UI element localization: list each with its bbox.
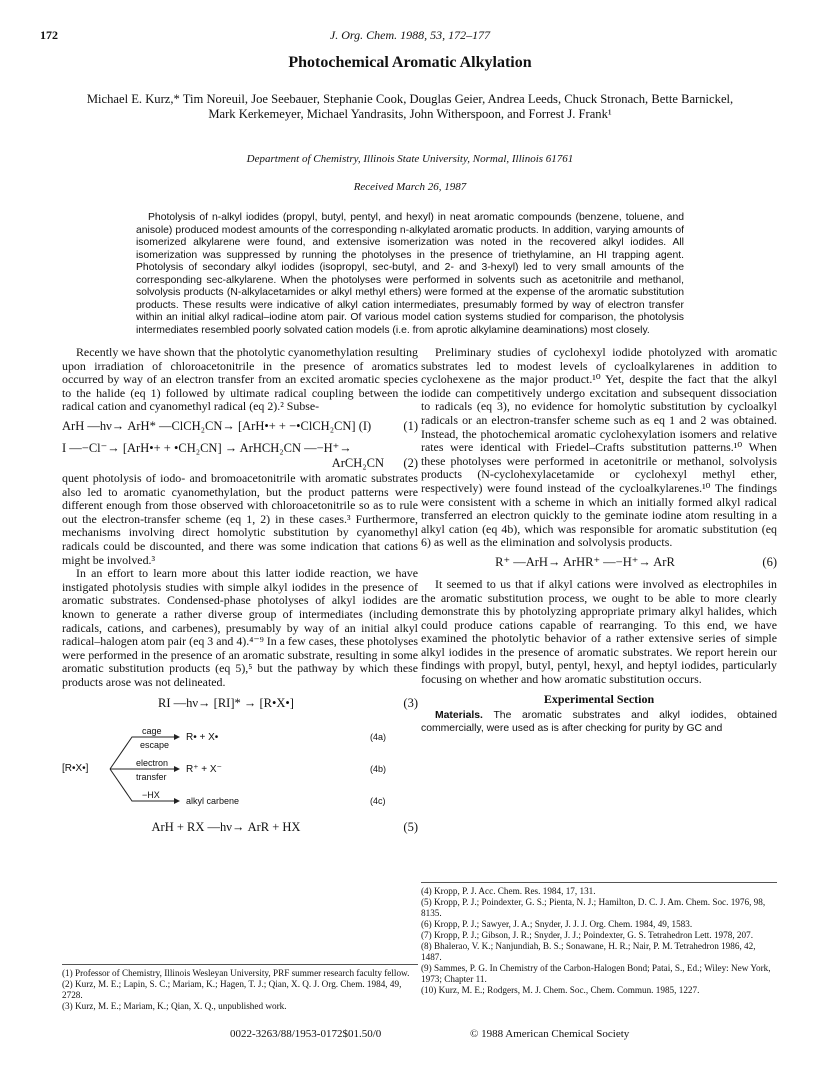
equation-2-product: ArCH₂CN [331,455,384,470]
equation-5-number: (5) [403,820,418,835]
equation-3 [62,697,418,719]
scheme-4b-label-top: electron [136,758,169,769]
scheme-4a-label-bottom: escape [140,740,170,751]
footnote: (8) Bhalerao, V. K.; Nanjundiah, B. S.; Sonawane, H. R.; Nair, P. M. Tetrahedron 1986, 42, 1487. [421,941,756,962]
section-heading: Experimental Section [543,691,655,706]
body-paragraph: Preliminary studies of cyclohexyl iodide photolyzed with aromatic substrates led to modest levels of cycloalkylarenes in addition to cyclohexene as the major product.¹⁰ Yet, despite the fact that the alkyl iodide can competitively undergo excitation and subsequent dissociation to radicals (eq 3), no evidence for homolytic substitution by cycloalkyl radicals or an electron-transfer scheme such as eq 1 and 2 was obtained. Instead, the photochemical aromatic cyclohexylation isomers and relative rates were identical with Friedel–Crafts substitution patterns.¹⁰ When these photolyses were performed in acetonitrile or methanol, solvolysis products (N-cyclohexylacetamide or cyclohexyl methyl ether, respectively) were found instead of the cycloalkylarenes.¹⁰ The findings were consistent with a scheme in which an initially formed alkyl radical transferred an electron quickly to the geminate iodine atom resulting in a alkyl cation (eq 4b), which was responsible for aromatic substitution (eq 6) as well as the elimination and solvolysis products. [421,345,777,550]
scheme-radical-pair: [R•X•] [62,763,89,775]
footnote: (10) Kurz, M. E.; Rodgers, M. J. Chem. Soc., Chem. Commun. 1985, 1227. [421,985,700,995]
scheme-4a-number: (4a) [370,732,387,743]
scheme-4c-product: alkyl carbene [186,796,240,807]
scheme-4b-label-bottom: transfer [136,772,167,783]
equation-6-text: R⁺ —ArH→ ArHR⁺ —−H⁺→ ArR [495,554,675,569]
scheme-4a-product: R• + X• [186,732,219,744]
footnote: (1) Professor of Chemistry, Illinois Wesleyan University, PRF summer research faculty fellow. [62,968,410,978]
equation-5-text: ArH + RX —hν→ ArR + HX [151,820,301,835]
scheme-4 [62,723,418,815]
footnote: (4) Kropp, P. J. Acc. Chem. Res. 1984, 17, 131. [421,886,596,896]
equation-1-number: (1) [403,418,418,433]
scheme-4b-product: R⁺ + X⁻ [186,764,222,776]
scheme-4-arrows [62,723,418,815]
footnote: (6) Kropp, P. J.; Sawyer, J. A.; Snyder, J. J. J. Org. Chem. 1984, 49, 1583. [421,919,693,929]
equation-1-text: ArH —hν→ ArH* —ClCH₂CN→ [ArH•+ + −•ClCH₂CN] (I) [62,418,372,433]
body-paragraph: In an effort to learn more about this latter iodide reaction, we have instigated photolysis studies with simple alkyl iodides in the presence of aromatic substrates. Condensed-phase photolyses of alkyl iodides are known to generate a rather diverse group of intermediates (including radicals, cations, and carbenes), presumably by way of an initial alkyl radical–halogen atom pair (eq 3 and 4).⁴⁻⁹ In a few cases, these photolyses were performed in the presence of an aromatic substrate, resulting in some aromatic substitution products (eq 5),⁵ but the pathway by which these products arose was not delineated. [62,566,418,689]
equation-2 [62,442,418,472]
equation-3-text: RI —hν→ [RI]* → [R•X•] [158,696,294,711]
scheme-4c-number: (4c) [370,796,386,807]
equation-2-text: I —−Cl⁻→ [ArH•+ + •CH₂CN] → ArHCH₂CN —−H⁺→ [62,440,352,455]
received-date: Received March 26, 1987 [353,181,467,193]
abstract: Photolysis of n-alkyl iodides (propyl, butyl, pentyl, and hexyl) in neat aromatic compounds (benzene, toluene, and anisole) produced modest amounts of the corresponding n-alkylated aromatic products. In addition, varying amounts of isomerized alkylarene were found, and extensive isomerization was noted in the recovered alkyl iodides. All isomerization was suppressed by running the photolyses in the presence of triethylamine, an HI trapping agent. Photolysis of secondary alkyl iodides (isopropyl, sec-butyl, and 2- and 3-hexyl) led to very small amounts of the corresponding sec-alkylarene. When the photolyses were performed in solvents such as acetonitrile and methanol, solvolysis products (N-alkylacetamides or alkyl methyl ethers) were formed at the expense of the aromatic substitution products. These results were indicative of alkyl cation intermediates, presumably formed by way of electron transfer within an initial alkyl radical–iodine atom pair. Of various model cation systems studied for comparison, the photolysis intermediates resembled poorly solvated cation models (i.e. from aprotic alkylamine deaminations) most closely. [136,212,684,336]
materials-heading: Materials. [435,710,483,722]
footnote: (9) Sammes, P. G. In Chemistry of the Carbon-Halogen Bond; Patai, S., Ed.; Wiley: New York, 1973; Chapter 11. [421,963,771,984]
body-paragraph: Recently we have shown that the photolytic cyanomethylation resulting upon irradiation of chloroacetonitrile in the presence of aromatics occurred by way of an electron transfer from an excited aromatic species to the halide (eq 1) followed by ultimate radical coupling between the radical cation and cyanomethyl radical (eq 2).² Subse- [62,345,418,414]
footnote: (7) Kropp, P. J.; Gibson, J. R.; Snyder, J. J.; Poindexter, G. S. Tetrahedron Lett. 1978, 207. [421,930,753,940]
footnotes-left [62,964,418,1012]
materials-text: The aromatic substrates and alkyl iodides, obtained commercially, were used as is after checking for purity by GC and [421,710,778,734]
equation-2-number: (2) [403,455,418,470]
running-header [40,28,780,44]
article-title: Photochemical Aromatic Alkylation [288,54,532,71]
article-code: 0022-3263/88/1953-0172$01.50/0 [230,1028,382,1040]
scheme-4b-number: (4b) [370,764,387,775]
body-paragraph: quent photolysis of iodo- and bromoacetonitrile with aromatic substrates also led to aromatic cyanomethylation, but the product patterns were different enough from those observed with chloroacetonitrile so as to rule out the electron-transfer scheme (eq 1, 2) in these cases.³ Furthermore, mechanisms involving direct homolytic substitution by cyanomethyl radicals could be discounted, and there was some indication that cations might be involved.³ [62,470,418,567]
equation-6 [421,556,777,578]
footnotes-right [421,882,777,996]
equation-1 [62,420,418,442]
footnote: (3) Kurz, M. E.; Mariam, K.; Qian, X. Q., unpublished work. [62,1001,287,1011]
journal-citation: J. Org. Chem. 1988, 53, 172–177 [329,28,491,42]
footnote: (2) Kurz, M. E.; Lapin, S. C.; Mariam, K.; Hagen, T. J.; Qian, X. Q. J. Org. Chem. 1984, 49, 2728. [62,979,402,1000]
author-list: Michael E. Kurz,* Tim Noreuil, Joe Seebauer, Stephanie Cook, Douglas Geier, Andrea Leeds, Chuck Stronach, Bette Barnickel, Mark Kerkemeyer, Michael Yandrasits, John Witherspoon, and Forrest J. Frank¹ [86,92,734,121]
right-column [421,346,777,735]
equation-5 [62,821,418,843]
affiliation: Department of Chemistry, Illinois State University, Normal, Illinois 61761 [246,153,574,165]
page-number: 172 [40,28,58,42]
footnote: (5) Kropp, P. J.; Poindexter, G. S.; Pienta, N. J.; Hamilton, D. C. J. Am. Chem. Soc. 1976, 98, 8135. [421,897,766,918]
copyright: © 1988 American Chemical Society [470,1028,630,1040]
equation-3-number: (3) [403,696,418,711]
materials-paragraph [421,710,777,735]
body-paragraph: It seemed to us that if alkyl cations were involved as electrophiles in the aromatic substitution process, we ought to be able to more clearly demonstrate this by photolyzing appropriate primary alkyl halides, which could produce cations capable of rearranging. To this end, we have examined the photolytic behavior of a rather extensive series of simple alkyl iodides in the presence of aromatic substrates. We report herein our findings with propyl, butyl, pentyl, hexyl, and heptyl iodides, particularly focusing on whether and how aromatic substitution occurs. [421,576,777,687]
equation-6-number: (6) [762,554,777,569]
scheme-4c-label: −HX [142,790,160,801]
left-column [62,346,418,843]
scheme-4a-label-top: cage [142,726,162,737]
